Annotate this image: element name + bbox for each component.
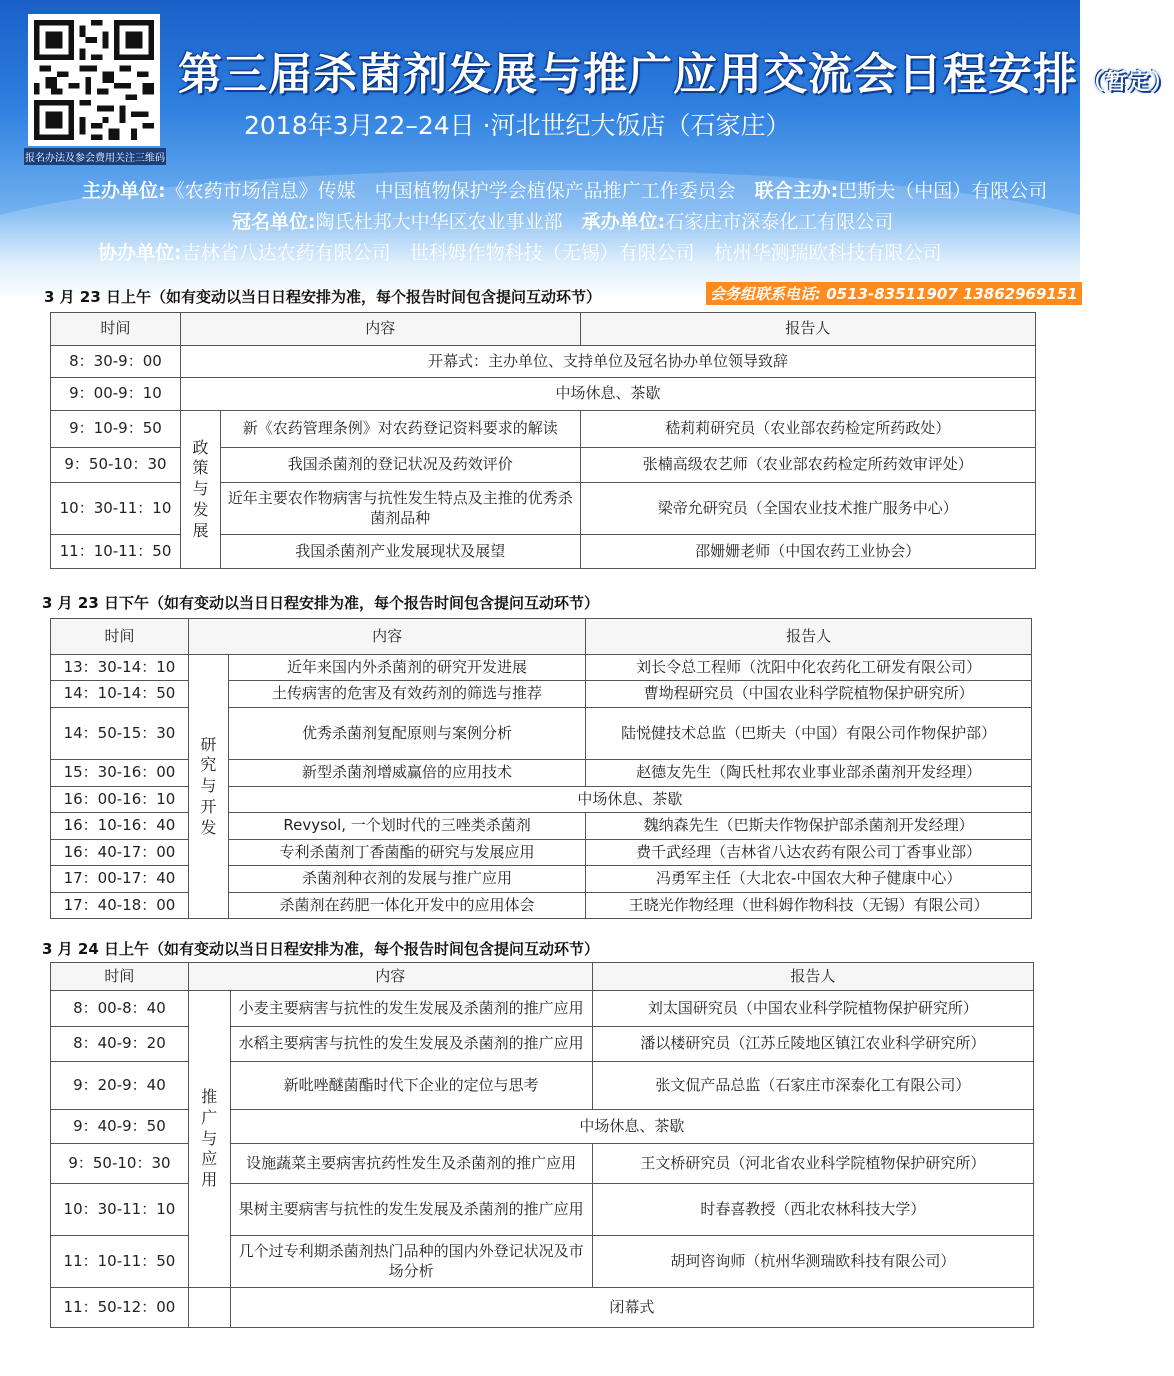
row-content: 近年主要农作物病害与抗性发生特点及主推的优秀杀菌剂品种 — [220, 483, 580, 535]
organizer-text: 石家庄市深泰化工有限公司 — [665, 211, 894, 233]
title-text: 第三届杀菌剂发展与推广应用交流会日程安排 — [178, 49, 1078, 100]
row-time: 10：30-11：10 — [51, 483, 181, 535]
row-content: 新《农药管理条例》对农药登记资料要求的解读 — [220, 411, 580, 448]
row-time: 8：30-9：00 — [51, 346, 181, 378]
row-content: 土传病害的危害及有效药剂的筛选与推荐 — [228, 681, 586, 708]
row-content: 我国杀菌剂产业发展现状及展望 — [220, 535, 580, 569]
row-time: 15：30-16：00 — [51, 760, 189, 787]
organizer-label: 承办单位: — [581, 211, 666, 233]
host-label: 主办单位: — [82, 180, 166, 202]
row-time: 9：50-10：30 — [51, 1144, 189, 1184]
row-blank — [188, 1288, 230, 1328]
table-header-row — [51, 313, 1036, 346]
row-content: Revysol, 一个划时代的三唑类杀菌剂 — [228, 813, 586, 840]
table-row — [51, 991, 1034, 1027]
row-content: 优秀杀菌剂复配原则与案例分析 — [228, 708, 586, 760]
row-speaker: 赵德友先生（陶氏杜邦农业事业部杀菌剂开发经理） — [586, 760, 1032, 787]
schedule-table-2 — [50, 618, 1032, 919]
col-speaker: 报告人 — [580, 313, 1035, 346]
table-row — [51, 1288, 1034, 1328]
row-time: 16：10-16：40 — [51, 813, 189, 840]
contact-phone: 会务组联系电话: 0513-83511907 13862969151 — [706, 282, 1082, 305]
row-time: 9：00-9：10 — [51, 378, 181, 411]
row-time: 17：00-17：40 — [51, 866, 189, 893]
row-time: 9：20-9：40 — [51, 1062, 189, 1110]
event-dateline: 2018年3月22–24日 ·河北世纪大饭店（石家庄） — [244, 111, 791, 140]
row-time: 10：30-11：10 — [51, 1184, 189, 1236]
row-time: 8：00-8：40 — [51, 991, 189, 1027]
row-time: 14：50-15：30 — [51, 708, 189, 760]
row-speaker: 梁帝允研究员（全国农业技术推广服务中心） — [580, 483, 1035, 535]
row-content: 专利杀菌剂丁香菌酯的研究与发展应用 — [228, 840, 586, 866]
session-heading-1: 3 月 23 日上午（如有变动以当日日程安排为准，每个报告时间包含提问互动环节） — [44, 288, 601, 306]
row-full: 闭幕式 — [230, 1288, 1033, 1328]
sponsor-text: 陶氏杜邦大中华区农业事业部 — [315, 211, 563, 233]
row-time: 16：40-17：00 — [51, 840, 189, 866]
row-speaker: 王文桥研究员（河北省农业科学院植物保护研究所） — [592, 1144, 1033, 1184]
schedule-table-3 — [50, 962, 1034, 1328]
row-speaker: 费千武经理（吉林省八达农药有限公司丁香事业部） — [586, 840, 1032, 866]
row-time: 8：40-9：20 — [51, 1027, 189, 1062]
row-speaker: 陆悦健技术总监（巴斯夫（中国）有限公司作物保护部） — [586, 708, 1032, 760]
table-row — [51, 378, 1036, 411]
row-speaker: 张楠高级农艺师（农业部农药检定所药效审评处） — [580, 448, 1035, 483]
row-time: 16：00-16：10 — [51, 787, 189, 813]
col-time: 时间 — [51, 619, 189, 655]
row-time: 11：10-11：50 — [51, 535, 181, 569]
table-row — [51, 346, 1036, 378]
cohost-text: 巴斯夫（中国）有限公司 — [838, 180, 1048, 202]
row-content: 杀菌剂在药肥一体化开发中的应用体会 — [228, 893, 586, 919]
row-speaker: 冯勇军主任（大北农-中国农大种子健康中心） — [586, 866, 1032, 893]
row-content: 新型杀菌剂增威赢倍的应用技术 — [228, 760, 586, 787]
row-full: 中场休息、茶歇 — [230, 1110, 1033, 1144]
schedule-table-1 — [50, 312, 1036, 569]
row-full: 开幕式：主办单位、支持单位及冠名协办单位领导致辞 — [180, 346, 1035, 378]
category-cell: 研 究 与 开 发 — [188, 655, 228, 919]
page-title — [178, 38, 1174, 102]
row-content: 果树主要病害与抗性的发生发展及杀菌剂的推广应用 — [230, 1184, 592, 1236]
row-speaker: 嵇莉莉研究员（农业部农药检定所药政处） — [580, 411, 1035, 448]
table-row — [51, 655, 1032, 681]
table-header-row — [51, 963, 1034, 991]
row-content: 小麦主要病害与抗性的发生发展及杀菌剂的推广应用 — [230, 991, 592, 1027]
table-header-row — [51, 619, 1032, 655]
sponsor-label: 冠名单位: — [232, 211, 316, 233]
title-note: （暂定） — [1082, 70, 1174, 95]
row-content: 近年来国内外杀菌剂的研究开发进展 — [228, 655, 586, 681]
row-speaker: 曹坳程研究员（中国农业科学院植物保护研究所） — [586, 681, 1032, 708]
col-speaker: 报告人 — [586, 619, 1032, 655]
row-speaker: 胡珂咨询师（杭州华测瑞欧科技有限公司） — [592, 1236, 1033, 1288]
row-speaker: 时春喜教授（西北农林科技大学） — [592, 1184, 1033, 1236]
row-speaker: 邵姗姗老师（中国农药工业协会） — [580, 535, 1035, 569]
qr-code-icon[interactable] — [28, 14, 160, 146]
row-time: 9：10-9：50 — [51, 411, 181, 448]
row-time: 11：50-12：00 — [51, 1288, 189, 1328]
col-content: 内容 — [188, 963, 592, 991]
row-content: 我国杀菌剂的登记状况及药效评价 — [220, 448, 580, 483]
row-time: 9：40-9：50 — [51, 1110, 189, 1144]
row-time: 9：50-10：30 — [51, 448, 181, 483]
row-speaker: 刘太国研究员（中国农业科学院植物保护研究所） — [592, 991, 1033, 1027]
coorganizer-text: 吉林省八达农药有限公司 世科姆作物科技（无锡）有限公司 杭州华测瑞欧科技有限公司 — [181, 242, 942, 264]
row-content: 几个过专利期杀菌剂热门品种的国内外登记状况及市场分析 — [230, 1236, 592, 1288]
row-full: 中场休息、茶歇 — [228, 787, 1031, 813]
category-cell: 推 广 与 应 用 — [188, 991, 230, 1288]
row-time: 13：30-14：10 — [51, 655, 189, 681]
row-speaker: 张文侃产品总监（石家庄市深泰化工有限公司） — [592, 1062, 1033, 1110]
col-content: 内容 — [180, 313, 580, 346]
session-heading-2: 3 月 23 日下午（如有变动以当日日程安排为准，每个报告时间包含提问互动环节） — [42, 594, 599, 612]
organizer-line-1 — [82, 176, 1047, 203]
row-content: 水稻主要病害与抗性的发生发展及杀菌剂的推广应用 — [230, 1027, 592, 1062]
table-row — [51, 411, 1036, 448]
session-heading-3: 3 月 24 日上午（如有变动以当日日程安排为准，每个报告时间包含提问互动环节） — [42, 940, 599, 958]
organizer-line-3 — [98, 238, 942, 265]
row-content: 新吡唑醚菌酯时代下企业的定位与思考 — [230, 1062, 592, 1110]
row-speaker: 刘长令总工程师（沈阳中化农药化工研发有限公司） — [586, 655, 1032, 681]
row-full: 中场休息、茶歇 — [180, 378, 1035, 411]
qr-caption: 报名办法及参会费用关注三维码 — [24, 148, 166, 165]
category-cell: 政 策 与 发 展 — [180, 411, 220, 569]
col-content: 内容 — [188, 619, 585, 655]
row-time: 14：10-14：50 — [51, 681, 189, 708]
row-speaker: 潘以楼研究员（江苏丘陵地区镇江农业科学研究所） — [592, 1027, 1033, 1062]
organizer-line-2 — [232, 207, 893, 234]
col-time: 时间 — [51, 963, 189, 991]
row-content: 设施蔬菜主要病害抗药性发生及杀菌剂的推广应用 — [230, 1144, 592, 1184]
coorganizer-label: 协办单位: — [98, 242, 182, 264]
row-time: 11：10-11：50 — [51, 1236, 189, 1288]
row-speaker: 魏纳森先生（巴斯夫作物保护部杀菌剂开发经理） — [586, 813, 1032, 840]
host-text: 《农药市场信息》传媒 中国植物保护学会植保产品推广工作委员会 — [165, 180, 736, 202]
row-content: 杀菌剂种衣剂的发展与推广应用 — [228, 866, 586, 893]
row-speaker: 王晓光作物经理（世科姆作物科技（无锡）有限公司） — [586, 893, 1032, 919]
cohost-label: 联合主办: — [754, 180, 839, 202]
row-time: 17：40-18：00 — [51, 893, 189, 919]
col-time: 时间 — [51, 313, 181, 346]
col-speaker: 报告人 — [592, 963, 1033, 991]
